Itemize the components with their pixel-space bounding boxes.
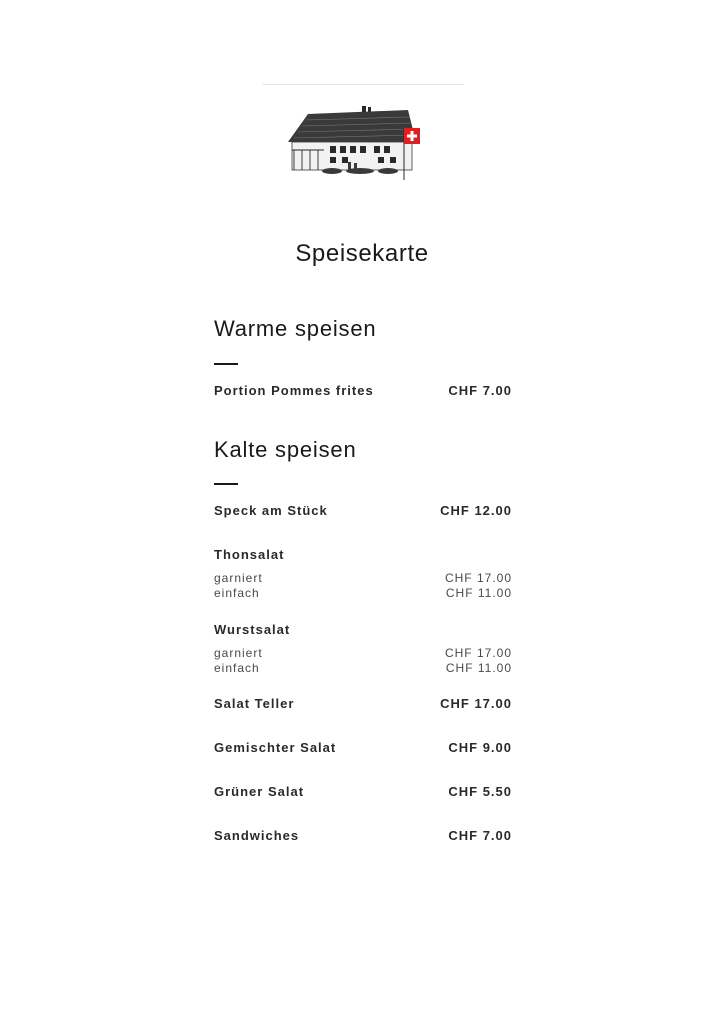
item-price: CHF 5.50 [448, 784, 512, 799]
menu-item-option [214, 661, 512, 679]
option-price: CHF 11.00 [445, 586, 512, 600]
item-price: CHF 9.00 [448, 740, 512, 755]
option-price: CHF 17.00 [444, 646, 512, 660]
menu-item [214, 503, 512, 521]
item-label: Speck am Stück [214, 503, 328, 518]
wurstsalat-heading: Wurstsalat [214, 622, 291, 637]
page-title: Speisekarte [295, 240, 429, 267]
farmhouse-logo-icon [284, 102, 428, 184]
option-label: garniert [214, 646, 263, 660]
item-price: CHF 17.00 [440, 696, 512, 711]
item-label: Sandwiches [214, 828, 300, 843]
cold-section-divider [214, 483, 238, 485]
option-price: CHF 11.00 [445, 661, 512, 675]
option-label: garniert [214, 571, 263, 585]
item-price: CHF 7.00 [448, 828, 512, 843]
item-label: Portion Pommes frites [214, 383, 374, 398]
option-label: einfach [214, 661, 260, 675]
item-price: CHF 7.00 [448, 383, 512, 398]
warm-section-heading: Warme speisen [214, 316, 377, 341]
item-price: CHF 12.00 [440, 503, 512, 518]
option-label: einfach [214, 586, 260, 600]
cold-section-heading: Kalte speisen [214, 437, 357, 462]
menu-item [214, 740, 512, 758]
option-price: CHF 17.00 [444, 571, 512, 585]
menu-item-option [214, 586, 512, 604]
menu-item [214, 828, 512, 846]
item-label: Salat Teller [214, 696, 295, 711]
thonsalat-heading: Thonsalat [214, 547, 285, 562]
item-label: Grüner Salat [214, 784, 305, 799]
warm-section-divider [214, 363, 238, 365]
top-divider [262, 84, 464, 85]
menu-item [214, 383, 512, 401]
menu-item [214, 696, 512, 714]
menu-item [214, 784, 512, 802]
item-label: Gemischter Salat [214, 740, 337, 755]
